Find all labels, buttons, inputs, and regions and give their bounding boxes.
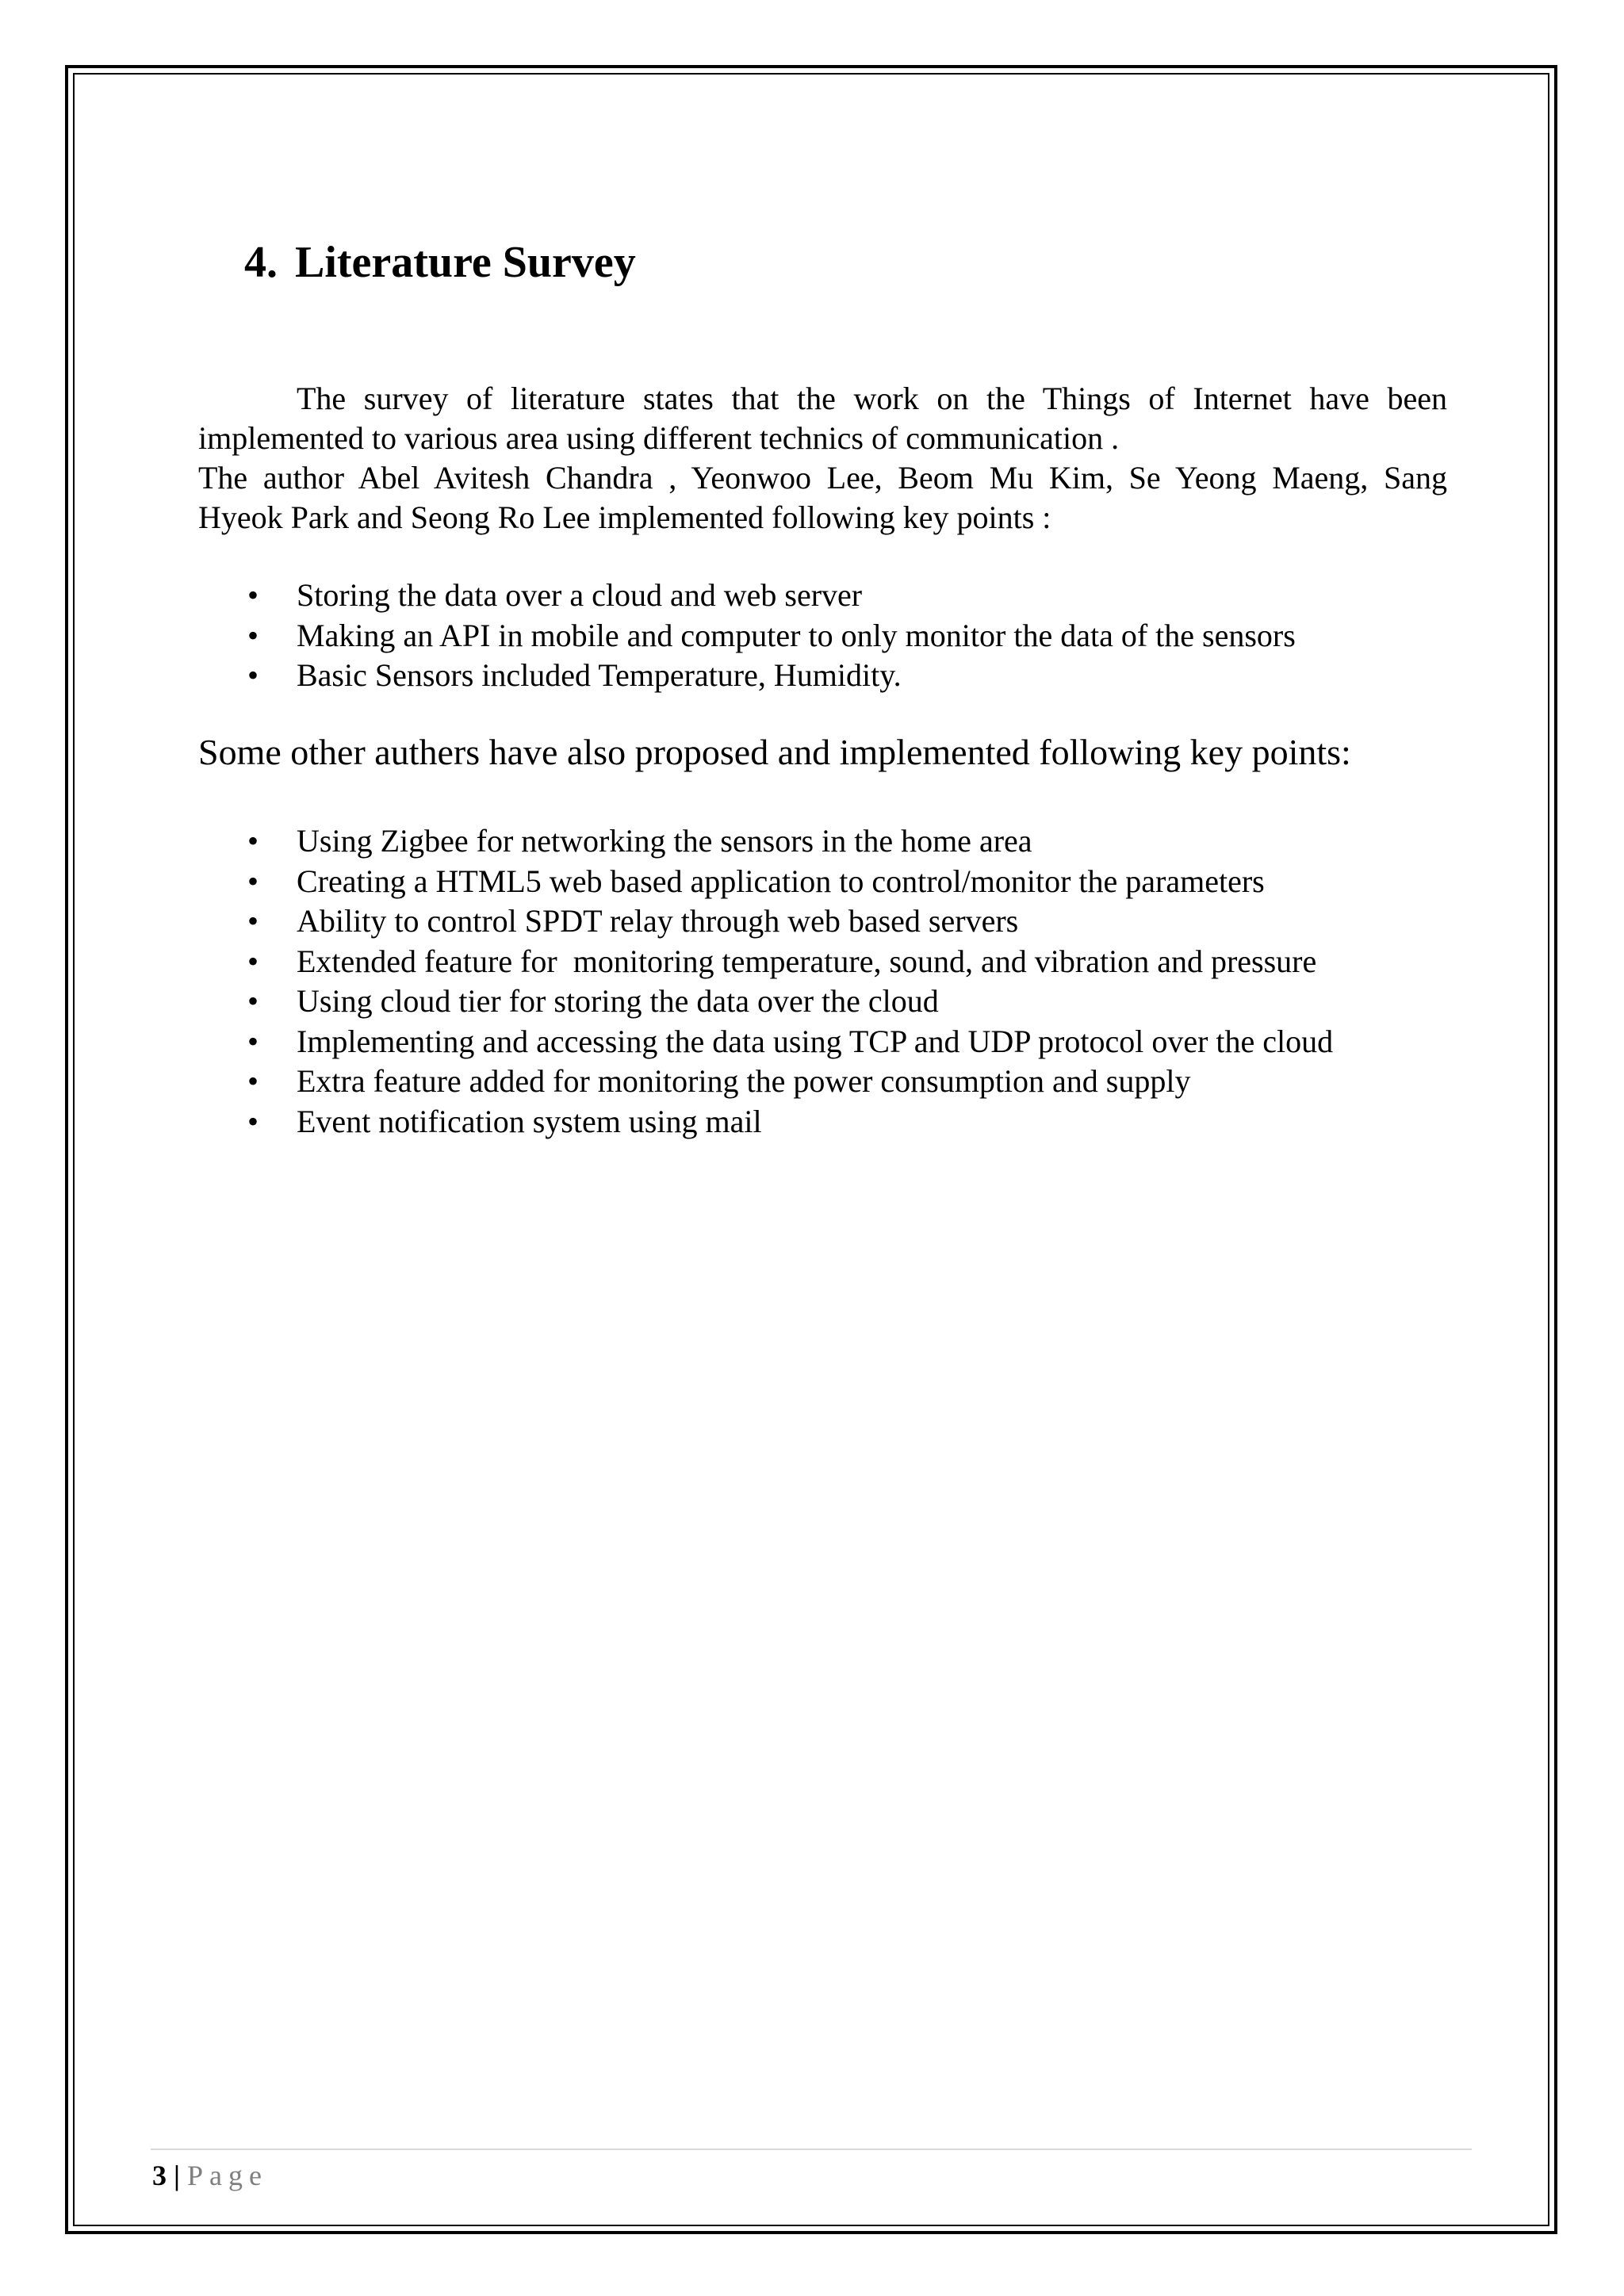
author-line-2: Hyeok Park and Seong Ro Lee implemented following key points :	[198, 499, 1051, 535]
list-item: • Extra feature added for monitoring the power consumption and supply	[198, 1062, 1333, 1102]
author-line-1: The author Abel Avitesh Chandra , Yeonwoo Lee, Beom Mu Kim, Se Yeong Maeng, Sang	[198, 460, 1447, 496]
other-authors-subheading: Some other authers have also proposed and implemented following key points:	[198, 732, 1351, 772]
bullet-icon: •	[247, 657, 259, 693]
section-number: 4.	[244, 238, 278, 287]
list-item: • Event notification system using mail	[198, 1102, 1333, 1142]
key-points-list-1	[198, 576, 1296, 696]
page-label: Page	[186, 2160, 268, 2191]
key-points-list-2	[198, 821, 1333, 1142]
list-item: • Creating a HTML5 web based application to control/monitor the parameters	[198, 862, 1333, 902]
bullet-icon: •	[247, 1063, 259, 1099]
page-footer	[152, 2158, 268, 2193]
footer-separator: |	[174, 2160, 180, 2191]
bullet-icon: •	[247, 1103, 259, 1139]
list-item: • Making an API in mobile and computer to only monitor the data of the sensors	[198, 616, 1296, 656]
bullet-icon: •	[247, 617, 259, 653]
list-item: • Implementing and accessing the data using TCP and UDP protocol over the cloud	[198, 1022, 1333, 1062]
intro-line-2: implemented to various area using different technics of communication .	[198, 420, 1120, 456]
author-paragraph	[198, 458, 1447, 538]
bullet-icon: •	[247, 983, 259, 1019]
bullet-icon: •	[247, 863, 259, 899]
footer-divider	[151, 2149, 1472, 2150]
list-item: • Basic Sensors included Temperature, Humidity.	[198, 656, 1296, 696]
list-item: • Extended feature for monitoring temperature, sound, and vibration and pressure	[198, 942, 1333, 982]
bullet-icon: •	[247, 577, 259, 613]
list-item: • Using cloud tier for storing the data over the cloud	[198, 982, 1333, 1022]
bullet-icon: •	[247, 903, 259, 939]
section-heading	[244, 235, 636, 290]
bullet-icon: •	[247, 823, 259, 859]
list-item: • Ability to control SPDT relay through web based servers	[198, 901, 1333, 942]
section-title: Literature Survey	[295, 238, 636, 287]
bullet-icon: •	[247, 1023, 259, 1059]
list-item: • Using Zigbee for networking the sensors in the home area	[198, 821, 1333, 862]
bullet-icon: •	[247, 943, 259, 979]
list-item: • Storing the data over a cloud and web server	[198, 576, 1296, 616]
page-number: 3	[152, 2160, 167, 2191]
intro-line-1: The survey of literature states that the work on the Things of Internet have been	[297, 381, 1447, 416]
intro-paragraph	[198, 379, 1447, 458]
